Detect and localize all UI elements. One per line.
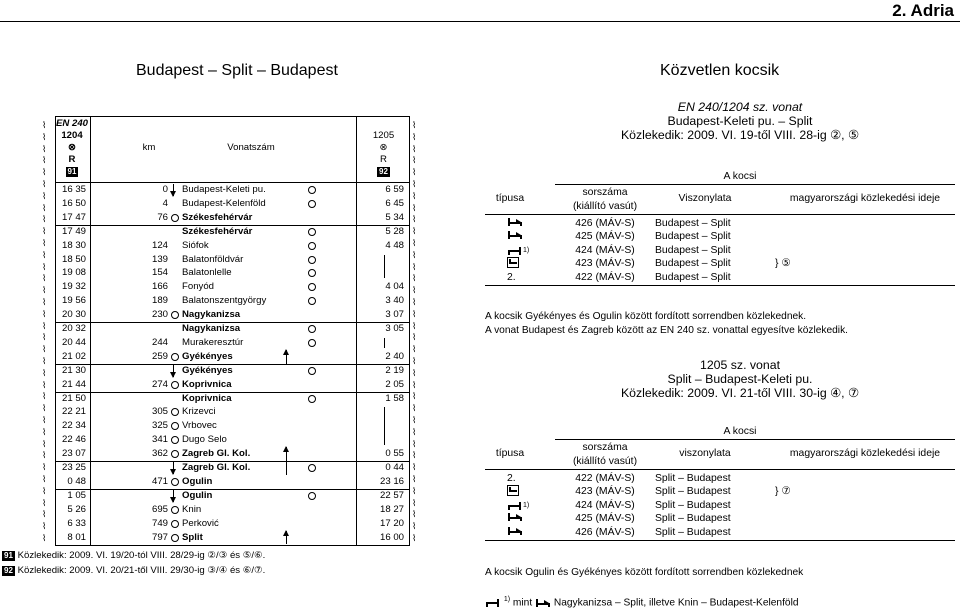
header-tipusa: típusa — [495, 193, 525, 204]
car-relation: Budapest – Split — [655, 231, 731, 243]
km-value: 154 — [151, 267, 168, 279]
km-header: km — [142, 142, 156, 153]
down-arrow-icon — [173, 365, 174, 377]
row-divider — [56, 225, 409, 226]
days-badge-91: 91 — [4, 551, 13, 560]
departure-time: 19 08 — [61, 267, 86, 279]
station-name: Balatonföldvár — [182, 253, 244, 265]
km-value: 230 — [151, 309, 168, 321]
continuation-mark-icon: ⌇ — [42, 451, 47, 462]
km-value: 259 — [151, 350, 168, 362]
table-rule — [485, 469, 955, 470]
arrival-time: 23 16 — [379, 475, 404, 487]
continuation-mark-icon: ⌇ — [42, 392, 47, 403]
departure-time: 17 47 — [61, 211, 86, 223]
departure-time: 16 35 — [61, 184, 86, 195]
arrival-time: 0 55 — [385, 448, 404, 460]
stop-circle-icon — [308, 325, 316, 333]
arrival-time: 17 20 — [379, 517, 404, 529]
car-number: 424 (MÁV-S) — [575, 244, 635, 256]
block2-table — [485, 425, 955, 555]
station-name: Nagykanizsa — [182, 323, 241, 334]
departure-time: 20 44 — [61, 336, 86, 348]
km-value: 325 — [151, 420, 168, 432]
stop-circle-icon — [308, 256, 316, 264]
continuation-mark-icon: ⌇ — [42, 321, 47, 332]
footnote-92 — [2, 565, 265, 576]
continuation-mark-icon: ⌇ — [42, 132, 47, 143]
departure-time: 18 50 — [61, 253, 86, 265]
block2-train-line: 1205 sz. vonat — [700, 358, 780, 372]
continuation-mark-icon: ⌇ — [42, 203, 47, 214]
block1-title — [590, 100, 890, 142]
vonatszam-header: Vonatszám — [227, 142, 275, 153]
block1-note-1: A kocsik Gyékényes és Ogulin között fordított sorrendben közlekednek. — [485, 311, 807, 322]
continuation-mark-icon: ⌇ — [42, 274, 47, 285]
continuation-mark-icon: ⌇ — [412, 392, 417, 403]
days-badge-92: 92 — [4, 566, 13, 575]
pass-through-line — [384, 407, 385, 445]
continuation-mark-icon: ⌇ — [412, 227, 417, 238]
departure-time: 6 33 — [67, 517, 86, 529]
departure-time: 19 56 — [61, 295, 86, 307]
stop-circle-icon — [308, 395, 316, 403]
arrival-time: 4 48 — [385, 239, 404, 251]
legend-text-mint: mint — [512, 597, 533, 609]
arrival-time: 2 05 — [385, 378, 404, 390]
km-value: 362 — [151, 448, 168, 460]
arrival-time: 1 58 — [385, 392, 404, 404]
departure-time: 19 32 — [61, 281, 86, 293]
departure-time: 21 50 — [61, 392, 86, 404]
header-viszonylata: Viszonylata — [678, 193, 732, 204]
continuation-mark-icon: ⌇ — [42, 368, 47, 379]
stop-circle-icon — [171, 520, 179, 528]
arrival-time: 22 57 — [379, 489, 404, 501]
couchette-icon — [507, 526, 547, 540]
car-relation: Budapest – Split — [655, 244, 731, 256]
continuation-mark-icon: ⌇ — [42, 463, 47, 474]
footnote-1-sup: 1) — [523, 501, 530, 509]
train-left-header — [56, 118, 88, 178]
header-sorszama: sorszáma — [582, 442, 628, 453]
continuation-mark-icon: ⌇ — [412, 534, 417, 544]
continuation-mark-icon: ⌇ — [412, 510, 417, 521]
continuation-mark-icon: ⌇ — [42, 427, 47, 438]
departure-time: 5 26 — [67, 503, 86, 515]
km-value: 749 — [151, 517, 168, 529]
continuation-mark-icon: ⌇ — [412, 368, 417, 379]
couchette-icon — [507, 512, 547, 526]
continuation-mark-icon: ⌇ — [42, 309, 47, 320]
car-number: 425 (MÁV-S) — [575, 513, 635, 525]
continuation-mark-icon: ⌇ — [412, 298, 417, 308]
timetable — [55, 116, 410, 546]
station-name: Ogulin — [182, 489, 213, 501]
header-kozlekedesi-ideje: magyarországi közlekedési ideje — [789, 448, 941, 459]
car-number: 422 (MÁV-S) — [575, 473, 635, 484]
continuation-mark-icon: ⌇ — [42, 486, 47, 497]
stop-circle-icon — [171, 214, 179, 222]
station-name: Gyékényes — [182, 364, 233, 376]
stop-circle-icon — [171, 311, 179, 319]
days-badge-left: 91 — [67, 167, 77, 176]
continuation-mark-icon: ⌇ — [42, 250, 47, 261]
continuation-mark-icon: ⌇ — [412, 345, 417, 356]
continuation-mark-icon: ⌇ — [412, 250, 417, 261]
arrival-time: 16 00 — [379, 531, 404, 543]
pass-through-line — [384, 338, 385, 348]
table-rule — [555, 184, 955, 185]
continuation-mark-icon: ⌇ — [412, 215, 417, 226]
continuation-mark-icon: ⌇ — [42, 215, 47, 226]
continuation-mark-icon: ⌇ — [42, 168, 47, 179]
station-name: Krizevci — [182, 406, 216, 418]
reservation-icon-left: R — [68, 154, 76, 165]
continuation-mark-icon: ⌇ — [412, 168, 417, 179]
row-divider — [56, 182, 409, 183]
block2-title — [590, 358, 890, 400]
down-arrow-icon — [173, 184, 174, 196]
block1-train-line: EN 240/1204 sz. vonat — [677, 100, 803, 114]
continuation-mark-icon: ⌇ — [42, 180, 47, 190]
continuation-mark-icon: ⌇ — [42, 357, 47, 367]
header-kiallito: (kiállító vasút) — [572, 456, 638, 467]
up-arrow-icon — [286, 350, 287, 364]
continuation-mark-icon: ⌇ — [412, 144, 417, 155]
car-relation: Split – Budapest — [655, 513, 731, 525]
block1-table — [485, 170, 955, 300]
continuation-mark-icon: ⌇ — [412, 463, 417, 474]
station-name: Ogulin — [182, 475, 213, 487]
continuation-mark-icon: ⌇ — [42, 298, 47, 308]
stop-circle-icon — [308, 367, 316, 375]
header-a-kocsi: A kocsi — [723, 171, 757, 182]
page-title: 2. Adria — [892, 1, 954, 20]
station-name: Perković — [182, 517, 219, 529]
car-number: 424 (MÁV-S) — [575, 499, 635, 511]
continuation-mark-icon: ⌇ — [42, 286, 47, 297]
table-rule — [485, 285, 955, 286]
arrival-time: 3 05 — [385, 323, 404, 334]
car-relation: Budapest – Split — [655, 258, 731, 270]
footnote-91-text: Közlekedik: 2009. VI. 19/20-tól VIII. 28/29-ig ②/③ és ⑤/⑥. — [17, 550, 266, 561]
arrival-time: 2 19 — [385, 364, 404, 376]
schedule-note: } ⑦ — [775, 486, 791, 498]
continuation-mark-icon: ⌇ — [42, 333, 47, 344]
block1-validity: Közlekedik: 2009. VI. 19-től VIII. 28-ig ②, ⑤ — [620, 128, 860, 142]
continuation-mark-icon: ⌇ — [42, 121, 47, 131]
departure-time: 20 30 — [61, 309, 86, 321]
continuation-mark-icon: ⌇ — [42, 510, 47, 521]
stop-circle-icon — [308, 464, 316, 472]
car-number: 425 (MÁV-S) — [575, 231, 635, 243]
stop-circle-icon — [171, 534, 179, 542]
departure-time: 17 49 — [61, 225, 86, 237]
header-a-kocsi: A kocsi — [723, 426, 757, 437]
bottom-legend — [485, 596, 799, 608]
continuation-mark-icon: ⌇ — [412, 427, 417, 438]
departure-time: 21 02 — [61, 350, 86, 362]
departure-time: 16 50 — [61, 197, 86, 209]
stop-circle-icon — [308, 492, 316, 500]
block2-validity: Közlekedik: 2009. VI. 21-től VIII. 30-ig ④, ⑦ — [620, 386, 860, 400]
row-divider — [56, 322, 409, 323]
block2-route: Split – Budapest-Keleti pu. — [667, 372, 813, 386]
continuation-mark-icon: ⌇ — [412, 439, 417, 450]
left-section-title: Budapest – Split – Budapest — [136, 62, 338, 79]
car-relation: Split – Budapest — [655, 499, 731, 511]
car-relation: Split – Budapest — [655, 526, 731, 538]
stop-circle-icon — [171, 408, 179, 416]
continuation-mark-icon: ⌇ — [42, 262, 47, 273]
couchette-icon — [535, 598, 551, 608]
continuation-mark-icon: ⌇ — [42, 191, 47, 202]
train-left-number: 1204 — [61, 130, 83, 141]
departure-time: 20 32 — [61, 323, 86, 334]
legend-text-route: Nagykanizsa – Split, illetve Knin – Budapest-Kelenföld — [553, 597, 799, 609]
continuation-mark-icon: ⌇ — [412, 156, 417, 167]
km-value: 189 — [151, 295, 168, 307]
km-value: 166 — [151, 281, 168, 293]
continuation-mark-icon: ⌇ — [412, 239, 417, 249]
continuation-mark-icon: ⌇ — [42, 475, 47, 485]
couchette-icon — [507, 217, 547, 231]
car-number: 426 (MÁV-S) — [575, 218, 635, 229]
stop-circle-icon — [171, 353, 179, 361]
station-name: Siófok — [182, 239, 209, 251]
continuation-mark-icon: ⌇ — [42, 522, 47, 533]
arrival-time: 6 59 — [385, 184, 404, 195]
car-number: 423 (MÁV-S) — [575, 486, 635, 498]
car-number: 423 (MÁV-S) — [575, 258, 635, 270]
km-value: 244 — [151, 336, 168, 348]
departure-time: 22 46 — [61, 434, 86, 446]
stop-circle-icon — [171, 381, 179, 389]
up-arrow-icon — [286, 531, 287, 545]
station-name: Balatonlelle — [182, 267, 232, 279]
departure-time: 21 44 — [61, 378, 86, 390]
departure-time: 18 30 — [61, 239, 86, 251]
arrival-time: 6 45 — [385, 197, 404, 209]
station-name: Knin — [182, 503, 202, 515]
km-value: 341 — [151, 434, 168, 446]
station-name: Székesfehérvár — [182, 225, 253, 237]
station-name: Budapest-Kelenföld — [182, 197, 266, 209]
continuation-mark-icon: ⌇ — [412, 404, 417, 415]
km-value: 0 — [162, 184, 168, 195]
km-value: 139 — [151, 253, 168, 265]
arrival-time: 3 07 — [385, 309, 404, 321]
reservation-icon-right: R — [380, 154, 387, 165]
continuation-mark-icon: ⌇ — [412, 416, 417, 426]
continuation-mark-icon: ⌇ — [412, 286, 417, 297]
continuation-mark-icon: ⌇ — [412, 274, 417, 285]
table-rule — [485, 214, 955, 215]
stop-circle-icon — [171, 422, 179, 430]
departure-time: 23 25 — [61, 462, 86, 473]
continuation-mark-icon: ⌇ — [42, 416, 47, 426]
continuation-mark-icon: ⌇ — [412, 333, 417, 344]
restaurant-icon-left: ⊗ — [67, 142, 77, 153]
km-value: 4 — [162, 197, 168, 209]
stop-circle-icon — [308, 186, 316, 194]
station-name: Nagykanizsa — [182, 309, 241, 321]
schedule-note: } ⑤ — [775, 258, 791, 270]
restaurant-icon-right: ⊗ — [379, 142, 388, 153]
continuation-mark-icon: ⌇ — [412, 486, 417, 497]
continuation-mark-icon: ⌇ — [412, 121, 417, 131]
station-name: Budapest-Keleti pu. — [182, 184, 266, 195]
continuation-mark-icon: ⌇ — [412, 475, 417, 485]
stop-circle-icon — [171, 478, 179, 486]
continuation-mark-icon: ⌇ — [42, 144, 47, 155]
second-class-label: 2. — [507, 271, 516, 283]
page-header-bar — [0, 0, 960, 22]
couchette-icon — [507, 230, 547, 244]
continuation-mark-icon: ⌇ — [412, 203, 417, 214]
continuation-mark-icon: ⌇ — [412, 262, 417, 273]
arrival-time: 0 44 — [385, 462, 404, 473]
departure-time: 22 21 — [61, 406, 86, 418]
arrival-time: 4 04 — [385, 281, 404, 293]
header-tipusa: típusa — [495, 448, 525, 459]
continuation-mark-icon: ⌇ — [412, 191, 417, 202]
continuation-mark-icon: ⌇ — [412, 522, 417, 533]
train-right-number: 1205 — [372, 130, 395, 141]
departure-time: 1 05 — [67, 489, 86, 501]
continuation-mark-icon: ⌇ — [42, 404, 47, 415]
continuation-mark-icon: ⌇ — [42, 345, 47, 356]
km-value: 274 — [151, 378, 168, 390]
car-number: 422 (MÁV-S) — [575, 271, 635, 283]
stop-circle-icon — [308, 242, 316, 250]
arrival-time: 3 40 — [385, 295, 404, 307]
down-arrow-icon — [173, 490, 174, 502]
right-section-title: Közvetlen kocsik — [660, 62, 780, 79]
pass-through-line — [384, 255, 385, 279]
table-rule — [555, 439, 955, 440]
stop-circle-icon — [308, 228, 316, 236]
departure-time: 8 01 — [67, 531, 86, 543]
continuation-mark-icon: ⌇ — [412, 309, 417, 320]
km-value: 305 — [151, 406, 168, 418]
couchette-1-icon — [485, 598, 501, 608]
km-value: 76 — [157, 211, 168, 223]
footnote-92-text: Közlekedik: 2009. VI. 20/21-től VIII. 29/30-ig ③/④ és ⑥/⑦. — [17, 565, 266, 576]
station-name: Split — [182, 531, 203, 543]
block1-note-2: A vonat Budapest és Zagreb között az EN 240 sz. vonattal egyesítve közlekedik. — [485, 325, 848, 336]
car-relation: Split – Budapest — [655, 486, 731, 498]
continuation-mark-icon: ⌇ — [412, 357, 417, 367]
footnote-91 — [2, 550, 265, 561]
km-value: 695 — [151, 503, 168, 515]
continuation-mark-icon: ⌇ — [42, 227, 47, 238]
header-kiallito: (kiállító vasút) — [572, 201, 638, 212]
row-divider — [56, 489, 409, 490]
legend-sup: 1) — [503, 596, 511, 603]
continuation-mark-icon: ⌇ — [412, 451, 417, 462]
station-name: Dugo Selo — [182, 434, 227, 446]
header-viszonylata: viszonylata — [679, 448, 731, 459]
continuation-mark-icon: ⌇ — [412, 132, 417, 143]
arrival-time: 5 34 — [385, 211, 404, 223]
train-left-name: EN 240 — [56, 118, 88, 129]
station-name: Koprivnica — [182, 392, 232, 404]
car-relation: Budapest – Split — [655, 271, 731, 283]
days-badge-right: 92 — [379, 167, 388, 176]
continuation-mark-icon: ⌇ — [42, 534, 47, 544]
station-name: Fonyód — [182, 281, 214, 293]
second-class-label: 2. — [507, 473, 516, 484]
arrival-time: 18 27 — [379, 503, 404, 515]
station-name: Zagreb Gl. Kol. — [182, 448, 251, 460]
km-value: 124 — [151, 239, 168, 251]
continuation-mark-icon: ⌇ — [412, 180, 417, 190]
continuation-mark-icon: ⌇ — [42, 439, 47, 450]
station-name: Vrbovec — [182, 420, 217, 432]
station-name: Murakeresztúr — [182, 336, 244, 348]
station-name: Székesfehérvár — [182, 211, 253, 223]
departure-time: 23 07 — [61, 448, 86, 460]
stop-circle-icon — [171, 450, 179, 458]
station-name: Balatonszentgyörgy — [182, 295, 267, 307]
stop-circle-icon — [171, 506, 179, 514]
arrival-time: 2 40 — [385, 350, 404, 362]
row-divider — [56, 364, 409, 365]
car-relation: Budapest – Split — [655, 218, 731, 229]
header-sorszama: sorszáma — [582, 187, 628, 198]
departure-time: 0 48 — [67, 475, 86, 487]
table-rule — [485, 540, 955, 541]
continuation-mark-icon: ⌇ — [42, 239, 47, 249]
km-value: 471 — [151, 475, 168, 487]
arrival-time: 5 28 — [385, 225, 404, 237]
station-name: Koprivnica — [182, 378, 232, 390]
car-relation: Split – Budapest — [655, 473, 731, 484]
continuation-mark-icon: ⌇ — [42, 380, 47, 391]
row-divider — [56, 461, 409, 462]
block1-route: Budapest-Keleti pu. – Split — [667, 114, 813, 128]
stop-circle-icon — [308, 200, 316, 208]
departure-time: 22 34 — [61, 420, 86, 432]
continuation-mark-icon: ⌇ — [412, 321, 417, 332]
block2-note-1: A kocsik Ogulin és Gyékényes között fordított sorrendben közlekednek — [485, 567, 804, 578]
train-right-header — [356, 130, 411, 178]
km-value: 797 — [151, 531, 168, 543]
stop-circle-icon — [171, 436, 179, 444]
stop-circle-icon — [308, 339, 316, 347]
station-name: Zagreb Gl. Kol. — [182, 462, 251, 473]
footnote-1-sup: 1) — [523, 246, 530, 254]
continuation-mark-icon: ⌇ — [42, 498, 47, 509]
continuation-mark-icon: ⌇ — [42, 156, 47, 167]
header-kozlekedesi-ideje: magyarországi közlekedési ideje — [789, 193, 941, 204]
station-name: Gyékényes — [182, 350, 233, 362]
departure-time: 21 30 — [61, 364, 86, 376]
continuation-mark-icon: ⌇ — [412, 380, 417, 391]
car-number: 426 (MÁV-S) — [575, 526, 635, 538]
down-arrow-icon — [173, 462, 174, 474]
continuation-mark-icon: ⌇ — [412, 498, 417, 509]
row-divider — [56, 392, 409, 393]
